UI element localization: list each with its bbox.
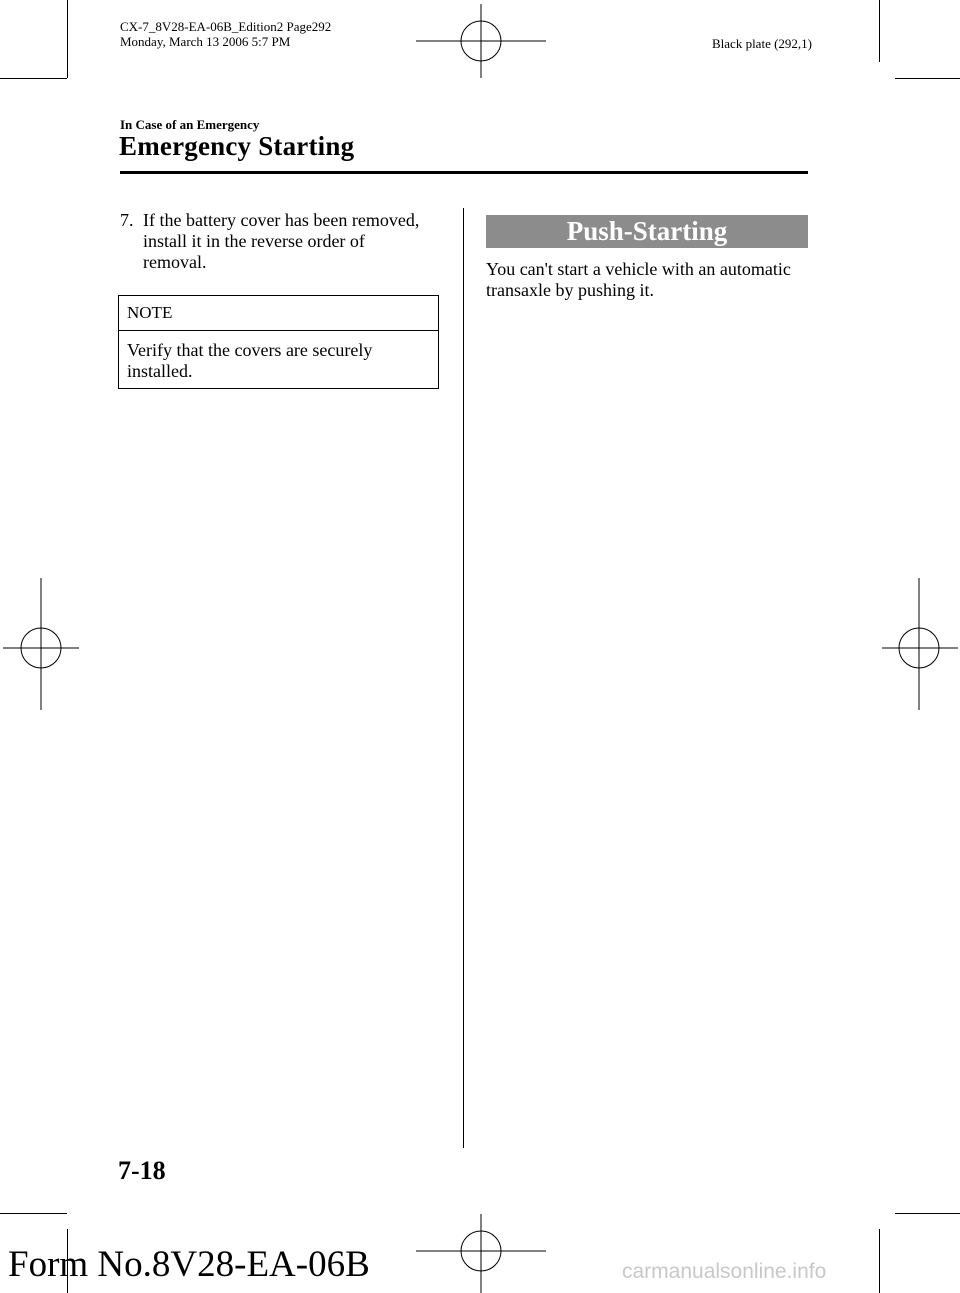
- title-rule: [120, 171, 808, 174]
- form-number: Form No.8V28-EA-06B: [8, 1244, 370, 1285]
- crop-mark: [0, 78, 67, 79]
- note-heading: NOTE: [127, 303, 173, 322]
- step-text-line: removal.: [143, 252, 207, 272]
- registration-mark: [416, 4, 546, 78]
- registration-mark-left: [3, 578, 79, 710]
- plate-info: Black plate (292,1): [712, 36, 812, 51]
- step-text-line: install it in the reverse order of: [143, 231, 365, 251]
- step-number: 7.: [120, 210, 134, 230]
- section-banner: Push-Starting: [486, 215, 808, 248]
- registration-mark-bottom: [416, 1214, 546, 1293]
- registration-mark-right: [882, 578, 958, 710]
- body-text-line: transaxle by pushing it.: [486, 280, 654, 300]
- file-info-line1: CX-7_8V28-EA-06B_Edition2 Page292: [120, 19, 332, 34]
- section-label: In Case of an Emergency: [120, 117, 260, 132]
- note-text-line: installed.: [127, 361, 193, 381]
- crop-mark: [67, 0, 68, 78]
- body-text-line: You can't start a vehicle with an automatic: [486, 259, 791, 279]
- column-divider: [463, 208, 464, 1148]
- page-title: Emergency Starting: [119, 131, 355, 161]
- page-number: 7-18: [118, 1156, 166, 1185]
- watermark: carmanualsonline.info: [622, 1260, 827, 1283]
- crop-mark: [895, 1213, 960, 1214]
- crop-mark: [879, 0, 880, 62]
- crop-mark: [879, 1229, 880, 1293]
- step-text-line: If the battery cover has been removed,: [143, 210, 420, 230]
- crop-mark: [0, 1213, 67, 1214]
- crop-mark: [895, 78, 960, 79]
- note-text-line: Verify that the covers are securely: [127, 340, 373, 360]
- file-info-line2: Monday, March 13 2006 5:7 PM: [120, 34, 291, 49]
